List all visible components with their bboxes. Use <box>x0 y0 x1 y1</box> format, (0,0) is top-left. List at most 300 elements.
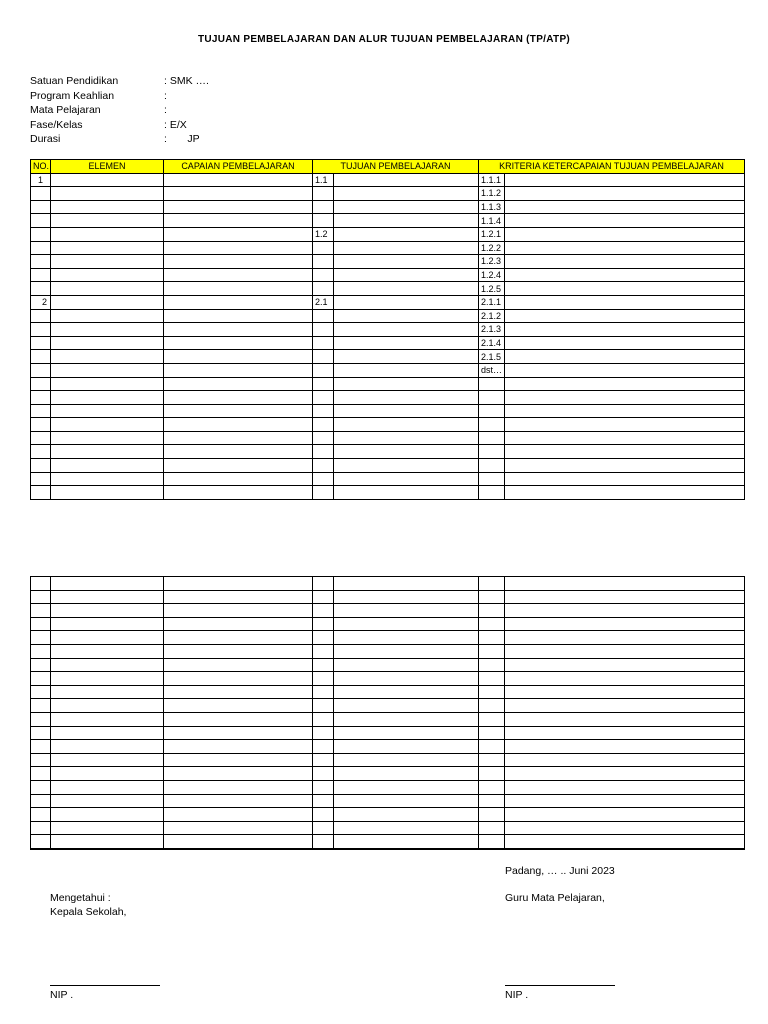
table-row <box>31 658 745 672</box>
cell-kktp-number: 1.2.1 <box>479 227 505 241</box>
cell-capaian <box>164 486 313 500</box>
cell-no <box>31 200 51 214</box>
blank-cell <box>334 699 479 713</box>
cell-no <box>31 282 51 296</box>
blank-cell <box>51 644 164 658</box>
cell-kktp-number: 1.1.4 <box>479 214 505 228</box>
cell-tp-number <box>313 418 334 432</box>
cell-tp-text <box>334 404 479 418</box>
cell-kktp-text <box>505 431 745 445</box>
cell-capaian <box>164 404 313 418</box>
cell-tp-text <box>334 323 479 337</box>
blank-cell <box>164 604 313 618</box>
table-row <box>31 200 745 214</box>
cell-tp-text <box>334 350 479 364</box>
table-row <box>31 268 745 282</box>
blank-cell <box>313 740 334 754</box>
blank-cell <box>31 821 51 835</box>
identity-block <box>30 74 209 147</box>
blank-cell <box>505 658 745 672</box>
blank-cell <box>31 740 51 754</box>
table-row <box>31 753 745 767</box>
blank-cell <box>505 753 745 767</box>
blank-cell <box>479 644 505 658</box>
cell-tp-text <box>334 200 479 214</box>
info-value: : <box>164 104 167 116</box>
blank-cell <box>334 685 479 699</box>
page-title: TUJUAN PEMBELAJARAN DAN ALUR TUJUAN PEMBELAJARAN (TP/ATP) <box>197 34 571 45</box>
table-row <box>31 712 745 726</box>
blank-cell <box>164 767 313 781</box>
blank-cell <box>51 753 164 767</box>
cell-elemen <box>51 227 164 241</box>
cell-no <box>31 214 51 228</box>
cell-tp-number <box>313 309 334 323</box>
table-row <box>31 631 745 645</box>
cell-kktp-text <box>505 173 745 187</box>
blank-cell <box>334 577 479 591</box>
cell-no <box>31 486 51 500</box>
cell-no <box>31 459 51 473</box>
table-row <box>31 282 745 296</box>
table-row <box>31 227 745 241</box>
cell-no <box>31 431 51 445</box>
blank-cell <box>51 740 164 754</box>
cell-tp-number <box>313 241 334 255</box>
cell-capaian <box>164 255 313 269</box>
cell-no <box>31 187 51 201</box>
cell-elemen <box>51 445 164 459</box>
blank-cell <box>479 631 505 645</box>
table-row <box>31 363 745 377</box>
cell-no <box>31 241 51 255</box>
blank-cell <box>505 631 745 645</box>
blank-table <box>30 576 745 850</box>
blank-cell <box>164 794 313 808</box>
cell-tp-number <box>313 214 334 228</box>
cell-capaian <box>164 459 313 473</box>
cell-no <box>31 391 51 405</box>
blank-cell <box>334 712 479 726</box>
table-row <box>31 214 745 228</box>
cell-kktp-text <box>505 377 745 391</box>
table-row <box>31 173 745 187</box>
cell-capaian <box>164 295 313 309</box>
table-row <box>31 685 745 699</box>
cell-capaian <box>164 377 313 391</box>
cell-kktp-number <box>479 404 505 418</box>
blank-cell <box>313 767 334 781</box>
blank-cell <box>51 712 164 726</box>
signature-line-right <box>505 985 615 986</box>
cell-tp-number <box>313 336 334 350</box>
blank-cell <box>51 821 164 835</box>
info-row <box>30 103 209 118</box>
cell-capaian <box>164 214 313 228</box>
blank-cell <box>164 753 313 767</box>
blank-cell <box>31 712 51 726</box>
blank-cell <box>164 685 313 699</box>
cell-tp-text <box>334 282 479 296</box>
cell-no <box>31 309 51 323</box>
blank-cell <box>51 685 164 699</box>
cell-tp-number <box>313 268 334 282</box>
blank-cell <box>31 644 51 658</box>
blank-cell <box>479 794 505 808</box>
table-row <box>31 672 745 686</box>
cell-elemen <box>51 255 164 269</box>
blank-cell <box>164 590 313 604</box>
cell-elemen <box>51 391 164 405</box>
acknowledged-label: Mengetahui : <box>50 892 111 904</box>
table-row <box>31 336 745 350</box>
cell-tp-text <box>334 268 479 282</box>
blank-cell <box>164 740 313 754</box>
blank-cell <box>334 617 479 631</box>
cell-tp-text <box>334 255 479 269</box>
header-capaian: CAPAIAN PEMBELAJARAN <box>164 160 313 174</box>
blank-cell <box>51 780 164 794</box>
blank-cell <box>164 712 313 726</box>
blank-cell <box>31 685 51 699</box>
blank-cell <box>505 780 745 794</box>
cell-tp-text <box>334 486 479 500</box>
cell-no: 1 <box>31 173 51 187</box>
blank-cell <box>505 617 745 631</box>
blank-cell <box>51 672 164 686</box>
cell-kktp-number: 1.2.5 <box>479 282 505 296</box>
cell-capaian <box>164 418 313 432</box>
blank-cell <box>313 821 334 835</box>
cell-elemen <box>51 472 164 486</box>
table-row <box>31 187 745 201</box>
table-row <box>31 644 745 658</box>
info-value: : SMK …. <box>164 75 209 87</box>
blank-cell <box>334 726 479 740</box>
cell-capaian <box>164 282 313 296</box>
blank-cell <box>51 726 164 740</box>
blank-cell <box>479 808 505 822</box>
blank-cell <box>313 658 334 672</box>
table-row <box>31 835 745 849</box>
blank-cell <box>31 577 51 591</box>
table-row <box>31 821 745 835</box>
cell-no <box>31 363 51 377</box>
cell-no <box>31 268 51 282</box>
cell-tp-text <box>334 472 479 486</box>
tp-atp-table <box>30 159 745 500</box>
cell-kktp-number: 1.2.2 <box>479 241 505 255</box>
blank-cell <box>479 753 505 767</box>
blank-cell <box>31 672 51 686</box>
cell-elemen <box>51 323 164 337</box>
table-row <box>31 431 745 445</box>
blank-cell <box>505 726 745 740</box>
table-row <box>31 617 745 631</box>
cell-kktp-text <box>505 282 745 296</box>
cell-elemen <box>51 363 164 377</box>
cell-tp-number: 2.1 <box>313 295 334 309</box>
cell-kktp-number: 2.1.3 <box>479 323 505 337</box>
nip-right: NIP . <box>505 989 529 1001</box>
cell-kktp-number: 1.2.4 <box>479 268 505 282</box>
cell-kktp-number: 1.2.3 <box>479 255 505 269</box>
info-label: Durasi <box>30 133 61 145</box>
blank-cell <box>334 753 479 767</box>
blank-cell <box>313 672 334 686</box>
cell-kktp-number: 2.1.1 <box>479 295 505 309</box>
table-row <box>31 295 745 309</box>
cell-no <box>31 336 51 350</box>
cell-kktp-number <box>479 486 505 500</box>
blank-cell <box>505 685 745 699</box>
table-row <box>31 241 745 255</box>
blank-cell <box>51 794 164 808</box>
cell-tp-text <box>334 391 479 405</box>
cell-tp-text <box>334 309 479 323</box>
blank-cell <box>505 604 745 618</box>
cell-kktp-number: dst… <box>479 363 505 377</box>
cell-tp-text <box>334 173 479 187</box>
blank-cell <box>313 631 334 645</box>
cell-tp-text <box>334 431 479 445</box>
blank-cell <box>334 767 479 781</box>
blank-cell <box>51 808 164 822</box>
blank-cell <box>313 685 334 699</box>
blank-cell <box>313 753 334 767</box>
cell-kktp-text <box>505 391 745 405</box>
cell-tp-number <box>313 187 334 201</box>
cell-no <box>31 227 51 241</box>
blank-cell <box>334 794 479 808</box>
cell-tp-text <box>334 336 479 350</box>
cell-elemen <box>51 431 164 445</box>
cell-kktp-text <box>505 418 745 432</box>
cell-kktp-number: 2.1.5 <box>479 350 505 364</box>
blank-cell <box>479 617 505 631</box>
blank-cell <box>164 658 313 672</box>
cell-tp-number <box>313 472 334 486</box>
cell-kktp-number: 2.1.4 <box>479 336 505 350</box>
table-row <box>31 808 745 822</box>
cell-kktp-number <box>479 445 505 459</box>
blank-cell <box>334 835 479 849</box>
blank-cell <box>164 780 313 794</box>
blank-cell <box>164 808 313 822</box>
blank-cell <box>164 617 313 631</box>
cell-capaian <box>164 227 313 241</box>
cell-no <box>31 404 51 418</box>
blank-cell <box>479 658 505 672</box>
table-row <box>31 472 745 486</box>
blank-cell <box>505 577 745 591</box>
blank-cell <box>51 658 164 672</box>
blank-cell <box>31 726 51 740</box>
blank-cell <box>164 672 313 686</box>
cell-no <box>31 445 51 459</box>
cell-kktp-text <box>505 445 745 459</box>
blank-cell <box>505 712 745 726</box>
blank-cell <box>334 821 479 835</box>
cell-tp-text <box>334 227 479 241</box>
table-row <box>31 255 745 269</box>
blank-cell <box>31 753 51 767</box>
cell-tp-number <box>313 200 334 214</box>
info-label: Mata Pelajaran <box>30 104 101 116</box>
cell-elemen <box>51 173 164 187</box>
cell-elemen <box>51 282 164 296</box>
blank-cell <box>479 780 505 794</box>
blank-cell <box>313 577 334 591</box>
cell-kktp-text <box>505 214 745 228</box>
table-row <box>31 780 745 794</box>
cell-tp-number <box>313 391 334 405</box>
cell-tp-text <box>334 241 479 255</box>
blank-cell <box>313 780 334 794</box>
cell-tp-number <box>313 377 334 391</box>
cell-tp-text <box>334 187 479 201</box>
cell-capaian <box>164 241 313 255</box>
table-row <box>31 604 745 618</box>
blank-cell <box>334 658 479 672</box>
blank-cell <box>31 631 51 645</box>
blank-cell <box>334 604 479 618</box>
cell-kktp-number: 1.1.3 <box>479 200 505 214</box>
info-row <box>30 89 209 104</box>
cell-tp-text <box>334 445 479 459</box>
blank-cell <box>505 808 745 822</box>
blank-cell <box>479 672 505 686</box>
cell-elemen <box>51 309 164 323</box>
blank-cell <box>479 685 505 699</box>
cell-capaian <box>164 336 313 350</box>
cell-kktp-text <box>505 187 745 201</box>
cell-kktp-number: 1.1.2 <box>479 187 505 201</box>
cell-kktp-number <box>479 418 505 432</box>
cell-elemen <box>51 377 164 391</box>
cell-tp-number <box>313 282 334 296</box>
cell-tp-number <box>313 459 334 473</box>
blank-cell <box>505 767 745 781</box>
blank-cell <box>51 631 164 645</box>
cell-kktp-text <box>505 336 745 350</box>
cell-capaian <box>164 268 313 282</box>
info-row <box>30 74 209 89</box>
blank-cell <box>164 835 313 849</box>
blank-cell <box>164 644 313 658</box>
cell-kktp-number <box>479 459 505 473</box>
cell-kktp-text <box>505 268 745 282</box>
cell-tp-number <box>313 323 334 337</box>
cell-tp-number <box>313 486 334 500</box>
table-row <box>31 726 745 740</box>
cell-no <box>31 255 51 269</box>
cell-kktp-text <box>505 200 745 214</box>
blank-cell <box>334 631 479 645</box>
cell-no <box>31 472 51 486</box>
blank-cell <box>313 808 334 822</box>
cell-capaian <box>164 431 313 445</box>
blank-cell <box>31 767 51 781</box>
blank-cell <box>479 712 505 726</box>
blank-cell <box>479 699 505 713</box>
blank-cell <box>505 644 745 658</box>
cell-elemen <box>51 486 164 500</box>
signature-line-left <box>50 985 160 986</box>
table-row <box>31 486 745 500</box>
blank-cell <box>51 604 164 618</box>
blank-cell <box>313 726 334 740</box>
cell-kktp-number: 1.1.1 <box>479 173 505 187</box>
cell-elemen <box>51 336 164 350</box>
teacher-label: Guru Mata Pelajaran, <box>505 892 605 904</box>
blank-cell <box>334 780 479 794</box>
table-row <box>31 445 745 459</box>
cell-no <box>31 418 51 432</box>
blank-cell <box>505 590 745 604</box>
blank-cell <box>31 780 51 794</box>
info-row <box>30 118 209 133</box>
cell-elemen <box>51 459 164 473</box>
cell-kktp-number <box>479 391 505 405</box>
table-row <box>31 699 745 713</box>
cell-tp-number <box>313 255 334 269</box>
cell-capaian <box>164 363 313 377</box>
header-kriteria: KRITERIA KETERCAPAIAN TUJUAN PEMBELAJARAN <box>479 160 745 174</box>
cell-elemen <box>51 187 164 201</box>
blank-cell <box>334 590 479 604</box>
cell-elemen <box>51 418 164 432</box>
blank-cell <box>334 644 479 658</box>
cell-elemen <box>51 241 164 255</box>
blank-cell <box>164 631 313 645</box>
cell-no <box>31 377 51 391</box>
blank-cell <box>313 590 334 604</box>
blank-cell <box>505 740 745 754</box>
cell-tp-text <box>334 214 479 228</box>
cell-kktp-text <box>505 472 745 486</box>
cell-tp-number <box>313 350 334 364</box>
header-no: NO. <box>31 160 51 174</box>
blank-cell <box>313 644 334 658</box>
cell-kktp-text <box>505 241 745 255</box>
place-date: Padang, … .. Juni 2023 <box>505 865 615 877</box>
header-elemen: ELEMEN <box>51 160 164 174</box>
blank-cell <box>479 740 505 754</box>
cell-tp-number <box>313 363 334 377</box>
cell-tp-text <box>334 377 479 391</box>
cell-kktp-number <box>479 431 505 445</box>
blank-cell <box>505 821 745 835</box>
blank-cell <box>505 672 745 686</box>
blank-cell <box>505 835 745 849</box>
cell-tp-number <box>313 445 334 459</box>
blank-cell <box>334 808 479 822</box>
blank-cell <box>479 821 505 835</box>
cell-no <box>31 350 51 364</box>
info-value: : E/X <box>164 118 187 131</box>
cell-kktp-number <box>479 377 505 391</box>
cell-tp-text <box>334 418 479 432</box>
info-value: : JP <box>164 133 200 145</box>
blank-cell <box>31 617 51 631</box>
cell-kktp-text <box>505 350 745 364</box>
cell-tp-number <box>313 404 334 418</box>
blank-cell <box>164 726 313 740</box>
blank-cell <box>31 590 51 604</box>
blank-cell <box>313 712 334 726</box>
cell-capaian <box>164 350 313 364</box>
